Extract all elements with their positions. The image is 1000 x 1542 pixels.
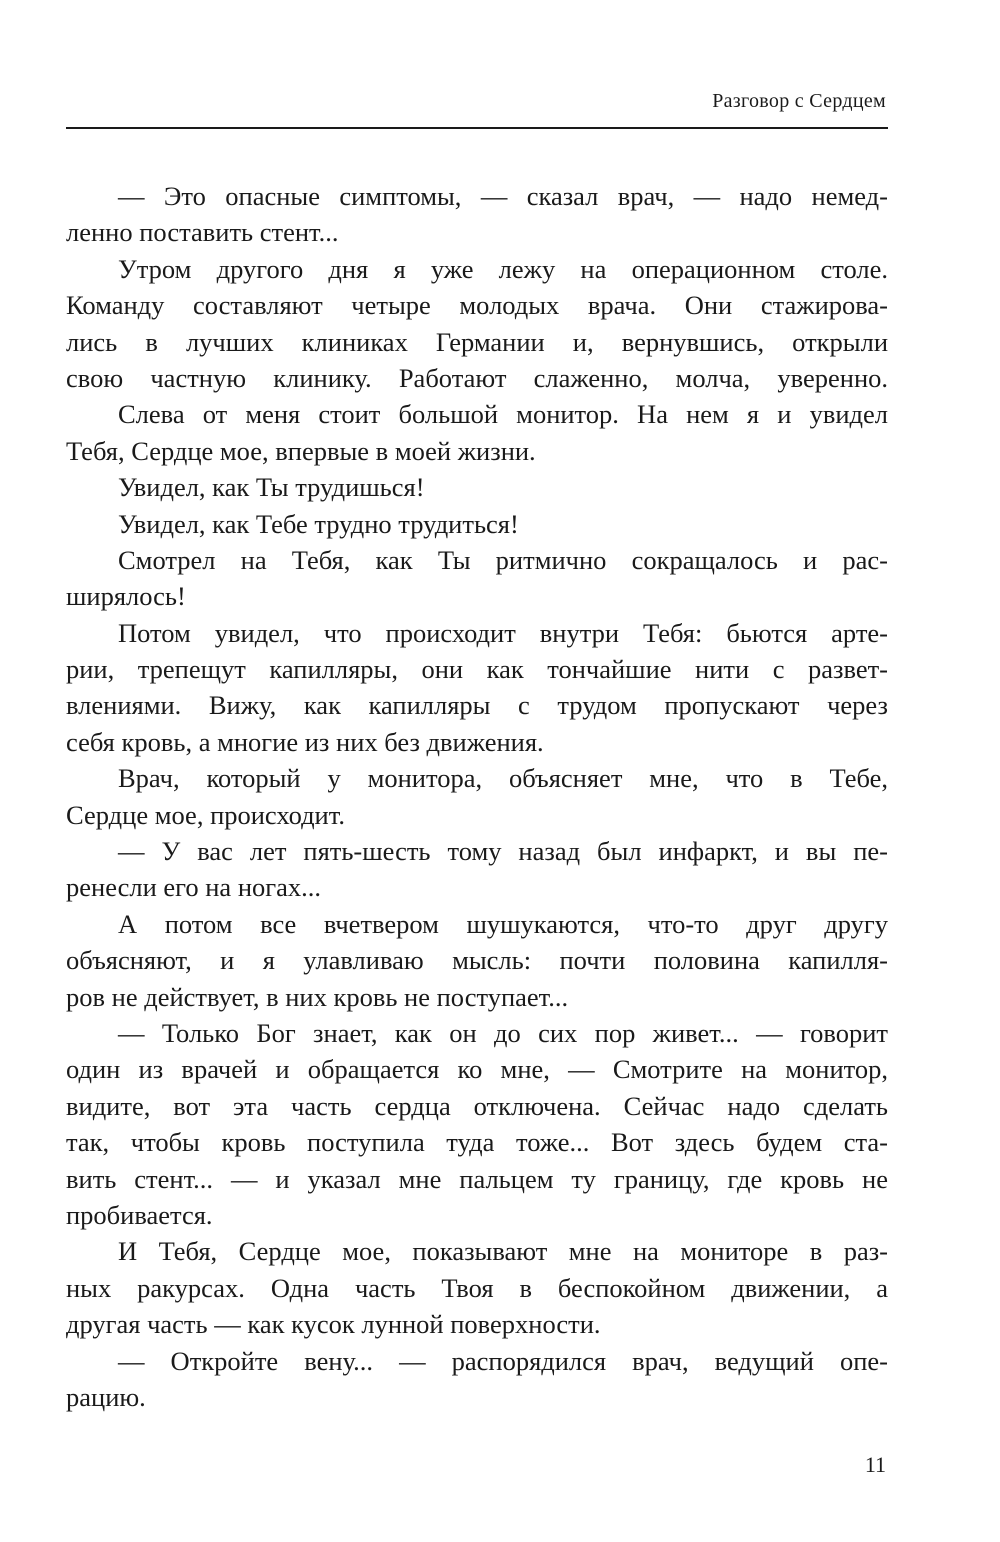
text-line: ленно поставить стент...	[66, 217, 339, 248]
running-head: Разговор с Сердцем	[712, 90, 886, 112]
text-line: свою частную клинику. Работают слаженно, молча, уверенно.	[66, 362, 888, 393]
text-line: А потом все вчетвером шушукаются, что-то друг другу	[118, 908, 888, 939]
text-line: лись в лучших клиниках Германии и, вернувшись, открыли	[66, 326, 888, 357]
text-line: Увидел, как Ты трудишься!	[118, 472, 425, 503]
text-line: Сердце мое, происходит.	[66, 799, 345, 830]
text-line: — Откройте вену... — распорядился врач, ведущий опе-	[118, 1345, 888, 1376]
text-line: один из врачей и обращается ко мне, — Смотрите на монитор,	[66, 1054, 888, 1085]
text-line: Врач, который у монитора, объясняет мне, что в Тебе,	[118, 763, 888, 794]
text-line: Потом увидел, что происходит внутри Тебя: бьются арте-	[118, 617, 888, 648]
text-line: — Это опасные симптомы, — сказал врач, — надо немед-	[118, 181, 888, 211]
text-line: влениями. Вижу, как капилляры с трудом пропускают через	[66, 690, 888, 721]
text-line: И Тебя, Сердце мое, показывают мне на мониторе в раз-	[118, 1236, 888, 1267]
page-number: 11	[864, 1452, 886, 1477]
text-line: Слева от меня стоит большой монитор. На нем я и увидел	[118, 399, 888, 430]
text-line: — У вас лет пять-шесть тому назад был инфаркт, и вы пе-	[118, 836, 888, 867]
body-text	[66, 178, 888, 1415]
text-line: пробивается.	[66, 1199, 213, 1230]
text-line: ров не действует, в них кровь не поступает...	[66, 981, 569, 1012]
text-line: ренесли его на ногах...	[66, 872, 322, 903]
text-line: Команду составляют четыре молодых врача. Они стажирова-	[66, 290, 888, 321]
text-line: себя кровь, а многие из них без движения.	[66, 726, 544, 757]
text-line: рии, трепещут капилляры, они как тончайшие нити с развет-	[66, 654, 888, 685]
text-line: ных ракурсах. Одна часть Твоя в беспокойном движении, а	[66, 1272, 888, 1303]
text-line: вить стент... — и указал мне пальцем ту границу, где кровь не	[66, 1163, 888, 1194]
text-line: объясняют, и я улавливаю мысль: почти половина капилля-	[66, 945, 888, 976]
text-line: другая часть — как кусок лунной поверхности.	[66, 1309, 601, 1340]
text-line: Тебя, Сердце мое, впервые в моей жизни.	[66, 435, 536, 466]
text-line: Утром другого дня я уже лежу на операционном столе.	[118, 253, 888, 284]
text-line: — Только Бог знает, как он до сих пор живет... — говорит	[118, 1017, 888, 1048]
header-rule	[66, 127, 888, 129]
text-line: видите, вот эта часть сердца отключена. Сейчас надо сделать	[66, 1090, 888, 1121]
text-line: ширялось!	[66, 581, 186, 612]
text-line: Увидел, как Тебе трудно трудиться!	[118, 508, 519, 539]
text-line: Смотрел на Тебя, как Ты ритмично сокращалось и рас-	[118, 544, 888, 575]
text-line: так, чтобы кровь поступила туда тоже... Вот здесь будем ста-	[66, 1127, 888, 1158]
text-line: рацию.	[66, 1381, 146, 1412]
